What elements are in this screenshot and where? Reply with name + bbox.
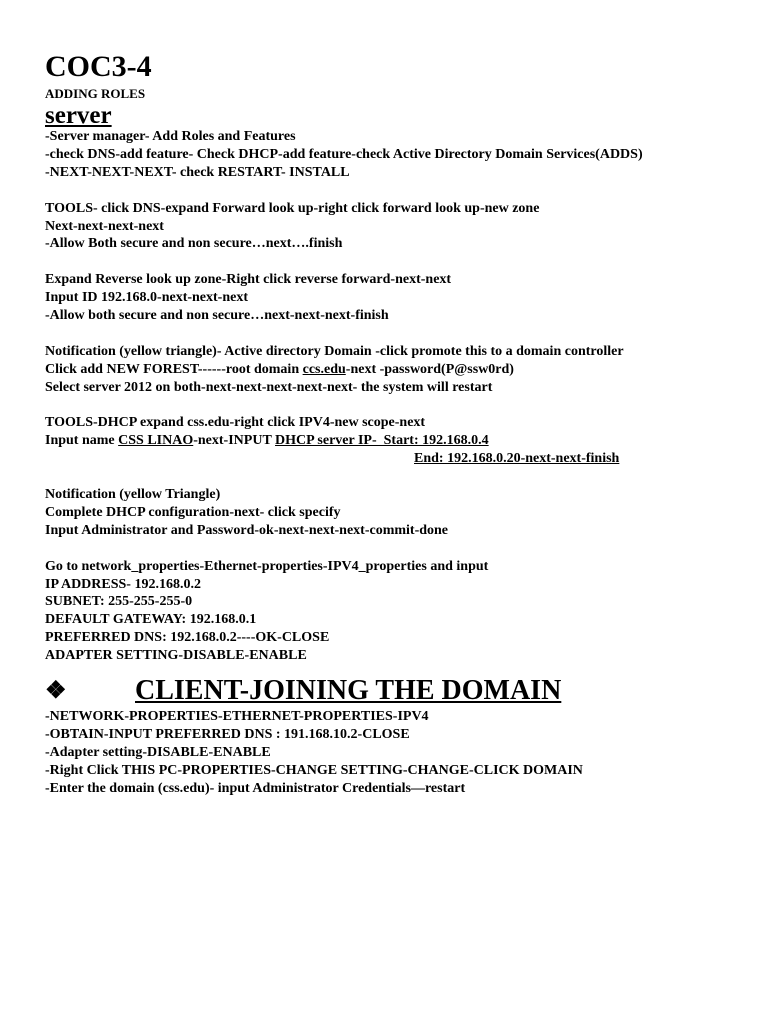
spacer xyxy=(45,253,748,271)
text-line xyxy=(45,361,748,379)
text-segment: Click add NEW FOREST------root domain xyxy=(45,361,303,377)
spacer xyxy=(45,468,748,486)
spacer xyxy=(45,182,748,200)
text-line: Select server 2012 on both-next-next-next-next-next- the system will restart xyxy=(45,379,493,395)
text-line: -Allow both secure and non secure…next-next-next-finish xyxy=(45,308,389,324)
document-title: COC3-4 xyxy=(45,50,152,83)
text-line: PREFERRED DNS: 192.168.0.2----OK-CLOSE xyxy=(45,630,330,646)
spacer xyxy=(45,540,748,558)
text-line: Input ID 192.168.0-next-next-next xyxy=(45,290,248,306)
text-line: -Right Click THIS PC-PROPERTIES-CHANGE SETTING-CHANGE-CLICK DOMAIN xyxy=(45,762,583,778)
text-line xyxy=(45,432,748,450)
text-line: Next-next-next-next xyxy=(45,218,164,234)
text-line: Expand Reverse look up zone-Right click reverse forward-next-next xyxy=(45,272,452,288)
text-line: Notification (yellow triangle)- Active directory Domain -click promote this to a domain controller xyxy=(45,343,624,359)
server-steps xyxy=(45,128,748,182)
dhcp-start-ip: DHCP server IP- Start: 192.168.0.4 xyxy=(275,433,489,449)
server-heading: server xyxy=(45,102,112,129)
text-line: -OBTAIN-INPUT PREFERRED DNS : 191.168.10.2-CLOSE xyxy=(45,727,410,742)
client-steps xyxy=(45,708,748,798)
notification-adds-steps xyxy=(45,343,748,397)
text-line xyxy=(45,450,748,468)
text-line: ADAPTER SETTING-DISABLE-ENABLE xyxy=(45,648,307,664)
text-line: TOOLS- click DNS-expand Forward look up-right click forward look up-new zone xyxy=(45,200,540,216)
text-line: -Enter the domain (css.edu)- input Administrator Credentials—restart xyxy=(45,780,466,796)
text-line: DEFAULT GATEWAY: 192.168.0.1 xyxy=(45,612,257,628)
text-line: Notification (yellow Triangle) xyxy=(45,487,221,503)
document-page xyxy=(45,52,748,798)
text-line: -Allow Both secure and non secure…next….finish xyxy=(45,236,343,252)
network-settings xyxy=(45,558,748,665)
root-domain-link: ccs.edu xyxy=(302,361,346,377)
spacer xyxy=(45,397,748,415)
text-line: -Adapter setting-DISABLE-ENABLE xyxy=(45,744,271,760)
text-line: -Server manager- Add Roles and Features xyxy=(45,129,296,144)
text-line: IP ADDRESS- 192.168.0.2 xyxy=(45,576,201,592)
text-line: Go to network_properties-Ethernet-properties-IPV4_properties and input xyxy=(45,558,489,574)
text-segment: -next -password(P@ssw0rd) xyxy=(345,361,514,377)
text-line: SUBNET: 255-255-255-0 xyxy=(45,594,193,610)
text-line: -check DNS-add feature- Check DHCP-add feature-check Active Directory Domain Services(ADDS) xyxy=(45,146,643,162)
reverse-lookup-steps xyxy=(45,271,748,325)
client-heading xyxy=(45,674,748,708)
notification-dhcp-steps xyxy=(45,486,748,540)
tools-dns-steps xyxy=(45,200,748,254)
text-line: Complete DHCP configuration-next- click specify xyxy=(45,504,341,520)
text-line: -NEXT-NEXT-NEXT- check RESTART- INSTALL xyxy=(45,164,350,180)
spacer xyxy=(45,325,748,343)
text-line: -NETWORK-PROPERTIES-ETHERNET-PROPERTIES-IPV4 xyxy=(45,709,429,725)
text-segment: -next-INPUT xyxy=(193,433,276,449)
scope-name: CSS LINAO xyxy=(118,433,194,449)
client-heading-text: CLIENT-JOINING THE DOMAIN xyxy=(135,675,562,707)
diamond-bullet-icon: ❖ xyxy=(45,678,67,705)
dhcp-end-ip: End: 192.168.0.20-next-next-finish xyxy=(414,451,620,467)
dhcp-steps xyxy=(45,414,748,468)
text-segment: Input name xyxy=(45,433,119,449)
document-subtitle: ADDING ROLES xyxy=(45,86,146,101)
text-line: TOOLS-DHCP expand css.edu-right click IPV4-new scope-next xyxy=(45,415,426,431)
text-line: Input Administrator and Password-ok-next-next-next-commit-done xyxy=(45,522,449,538)
